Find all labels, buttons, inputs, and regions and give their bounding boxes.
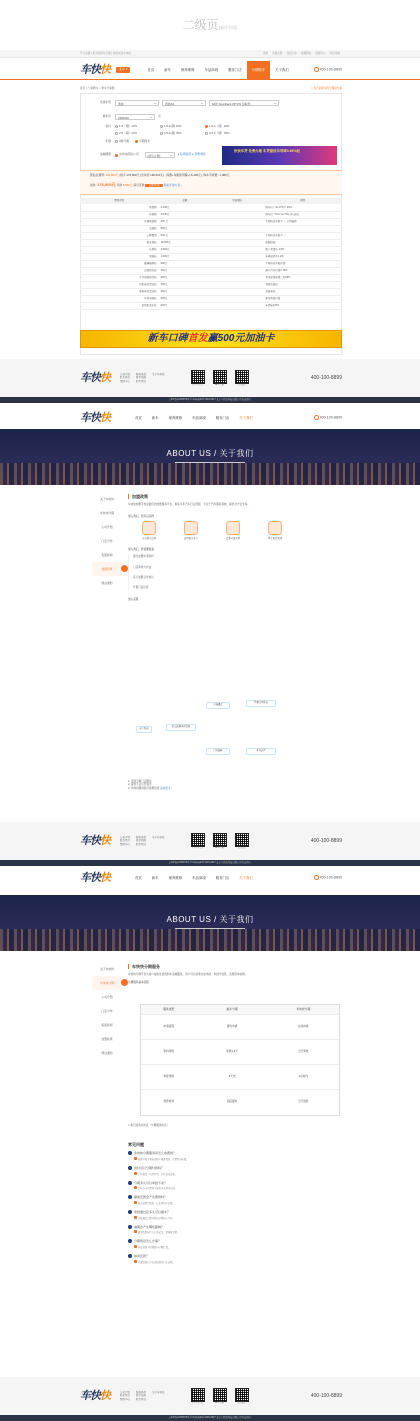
nav-maintain[interactable]: 保养维修: [180, 68, 195, 72]
question-icon: [128, 1181, 132, 1185]
fee-row: 车船税 3,000元 购车价 * 5% (1+17%) (车全险): [80, 211, 342, 218]
faq-item[interactable]: 分期利息怎么计算？ 利息按照分期期数与金额计算。: [128, 1239, 328, 1250]
about-sidebar: 关于车快快 车快快分期 公司介绍 门店分布 集团新闻 加盟政策 网站通知: [92, 492, 122, 590]
faq: 常见问题 车快快分期服务是怎么收费的？ 按照分期方案收取相应服务费用，详情咨询客服。 首付可以分期付款吗？ 首付款需一次性付清，后续按月还款。 分期多久可以审批下来？ 资料齐全的情况下最快当天即可审批。 提前还款会产生费用吗？ 提前还款需收取一定比例的手续费。 审批通过后多久可以提车？ 审批通过后即可到店办理提车手续。 逾期会产生哪些影响？ 逾期将影响个人信用记录，请按时还款。 分期利息怎么计算？ 利息按照分期期数与金额计算。 如何还款？ 可通过银行卡自动扣款或门店还款。: [128, 1142, 328, 1269]
nav-mall[interactable]: 车品商城: [204, 68, 219, 72]
price-input[interactable]: 1950000: [115, 114, 155, 120]
total-cost: 195,800元: [105, 173, 119, 177]
fee-table: 费用项目 金额 可选保险 说明 购置税 2,336元 购车价 / (1+17%) * 10% 车船税 3,000元 购车价 * 5% (1+17%) (车全险) 车辆购置税 300 元 不同地区车船不一, 示例最新 交强险 950元 上牌费用 500 元 不同地区车船不一 商业保险 18,600元 依据标准 车损险 3,984元 第三者责任 4.5% 划痕险 1,000元 车辆总损失1.2% 玻璃破碎险 600元 不同地区车船价格 自燃损失险 300元 国产汽车价格0.15% 不计免赔特约险 900元 基本险保险费之和20% 司机座位责任险 400元 驾驶员座位 乘客座位责任险 400元 乘客座位 车身划痕险 600元 新车购置价格 发动机涉水险 600元 车损险的5%: [80, 198, 342, 310]
footer-tel: 400-100-8899: [310, 374, 342, 381]
phone-icon: [314, 67, 319, 72]
brand-label: 选择车型: [99, 100, 111, 105]
flow-step: 签署合作协议: [246, 700, 276, 707]
top-bar-left: 开心加盟 | 最大的新车分期 | 欢迎来到车快快: [80, 51, 131, 55]
service-compare-table: 服务类型 租车分期 车快快分期 申请流程 提交申请 在线申请 资料审核 审核1-3天 当天审核 审批速度 3天内 1小时内 放款时间 到店提车 当天放款: [140, 1004, 340, 1116]
nav-home[interactable]: 首页: [147, 68, 155, 72]
question-icon: [128, 1210, 132, 1214]
nav-about[interactable]: 关于我们: [275, 68, 289, 72]
hotline: 400-100-8899: [314, 67, 342, 72]
hotline: 400-100-8899: [314, 415, 342, 420]
qr-code: APP下载: [209, 833, 231, 850]
fee-row: 不计免赔特约险 900元 基本险保险费之和20%: [80, 274, 342, 281]
flow-step: 客户咨询: [136, 726, 152, 733]
compare-row: 放款时间 到店提车 当天放款: [141, 1089, 339, 1114]
question-icon: [128, 1195, 132, 1199]
compare-row: 资料审核 审核1-3天 当天审核: [141, 1039, 339, 1064]
faq-item[interactable]: 逾期会产生哪些影响？ 逾期将影响个人信用记录，请按时还款。: [128, 1225, 328, 1236]
fee-row: 交强险 950元: [80, 225, 342, 232]
benefit-item: 资源全面共享: [212, 521, 254, 540]
nav-divider: [0, 79, 420, 80]
series-select[interactable]: 奥迪A3: [162, 100, 206, 106]
faq-item[interactable]: 车快快分期服务是怎么收费的？ 按照分期方案收取相应服务费用，详情咨询客服。: [128, 1151, 328, 1162]
main-nav-3: 车快快 首页 新车 保养维修 车品商城 服务门店 关于我们 400-100-8899: [80, 870, 342, 884]
register-link[interactable]: 免费注册: [272, 51, 283, 55]
down-radio[interactable]: 1-5-1(期) 15%: [160, 125, 199, 129]
cost-summary: 预估总费用: 195,800元 首付: 176,000元 (含车价 196,000元) , 保费+车船使用税+(-6,400元), 购车手续费 : 1,986元 首付: 176,000元 月供 5,890元 每月还款 立即申请 查看详细方案 ›: [80, 170, 342, 195]
nav-newcar[interactable]: 新车: [164, 68, 171, 72]
about-sidebar-2: 关于车快快 车快快分期 公司介绍 门店分布 集团新闻 加盟政策 网站通知: [92, 962, 122, 1060]
question-icon: [128, 1151, 132, 1155]
qr-code: APP下载: [209, 1388, 231, 1405]
insurance-link[interactable]: ● 险期说明 ● 保费调低: [177, 152, 206, 157]
fee-row: 划痕险 1,000元 车辆总损失1.2%: [80, 253, 342, 260]
compare-row: 申请流程 提交申请 在线申请: [141, 1014, 339, 1039]
price-label: 裸车价: [102, 114, 111, 119]
faq-item[interactable]: 审批通过后多久可以提车？ 审批通过后即可到店办理提车手续。: [128, 1210, 328, 1221]
breadcrumb-link[interactable]: □ 在已是新车的分期时代看: [311, 87, 342, 90]
page-title: 二级页(新计页面): [182, 18, 238, 32]
qr-code: 扫一扫关注: [187, 1388, 209, 1405]
benefit-item: 享受更高利润: [254, 521, 296, 540]
question-icon: [128, 1254, 132, 1258]
down-payment: 176,000元: [97, 181, 116, 187]
apply-button[interactable]: 立即申请: [145, 184, 162, 188]
top-bar: [0, 50, 420, 58]
fee-row: 自燃损失险 300元 国产汽车价格0.15%: [80, 267, 342, 274]
orders-link[interactable]: 我的订单: [286, 51, 297, 55]
phone-icon: [314, 415, 319, 420]
brand-select[interactable]: 奥迪: [115, 100, 159, 106]
fee-row: 玻璃破碎险 600元 不同地区车船价格: [80, 260, 342, 267]
answer-icon: [134, 1245, 137, 1248]
login-link[interactable]: 登录: [262, 51, 269, 55]
answer-icon: [134, 1260, 137, 1263]
join-notes: 1. 全国分期门店服务 2. 提供专业运营指导 3. 详细问题请拨打客服热线 查看更多 ›: [128, 780, 173, 790]
fee-row: 车身划痕险 600元 新车购置价格: [80, 295, 342, 302]
fee-row: 车损险 3,984元 第三者责任 4.5%: [80, 246, 342, 253]
compare-row: 审批速度 3天内 1小时内: [141, 1064, 339, 1089]
fuel-card-banner[interactable]: 新车口碑首发赢500元加油卡: [80, 330, 342, 348]
qr-code: 关注微信: [231, 833, 253, 850]
fee-row: 商业保险 18,600元 依据标准: [80, 239, 342, 246]
answer-icon: [134, 1157, 137, 1160]
question-icon: [128, 1225, 132, 1229]
favorite-link[interactable]: 收藏网站: [300, 51, 312, 55]
city-select[interactable]: 北京 ▾: [116, 67, 130, 73]
top-bar-links: [259, 52, 340, 55]
benefit-item: 获得更多客户: [170, 521, 212, 540]
flow-step: 提交加盟申请资料: [166, 724, 196, 731]
answer-icon: [134, 1230, 137, 1233]
question-icon: [128, 1166, 132, 1170]
faq-item[interactable]: 首付可以分期付款吗？ 首付款需一次性付清，后续按月还款。: [128, 1166, 328, 1177]
down-radio[interactable]: 1-5-2（期）20%: [205, 125, 244, 129]
flow-step: 门店装修: [206, 748, 230, 755]
flow-step: 审核通过: [206, 702, 230, 709]
qr-code: 扫一扫关注: [187, 833, 209, 850]
installment-content: 车快快分期服务 车快快分期平台为客户提供优质的购车金融服务，用户可以快速完成申请、审批与放款，流程简单快捷。 分期服务基本流程: [128, 964, 328, 984]
down-radio[interactable]: 3-5-1(期) 35%: [160, 132, 199, 136]
insurance-radio[interactable]: 车快快保险公司: [115, 153, 139, 157]
insurance-label: 金融期限: [99, 152, 111, 157]
footer-logo[interactable]: 车快快: [80, 370, 110, 384]
term-label: 年限: [105, 139, 111, 143]
main-nav: [80, 61, 342, 79]
term-radio[interactable]: 3期分期: [115, 140, 129, 144]
fee-row: 上牌费用 500 元 不同地区车船不一: [80, 232, 342, 239]
phone-icon: [314, 875, 319, 880]
down-radio[interactable]: 3-5-2（期）35%: [205, 132, 244, 136]
monthly-payment: 5,890元: [122, 182, 133, 187]
term-radio[interactable]: 分期两年: [135, 140, 150, 144]
fee-row: 司机座位责任险 400元 驾驶员座位: [80, 281, 342, 288]
flow-step: 开业运营: [246, 748, 276, 755]
footer-3: 车快快 公司介绍 联系我们 帮助中心 服务条款 新手指南 联系我们 关于车快快 扫一扫关注 APP下载 关注微信 400-100-8899: [0, 1377, 420, 1415]
loan-calculator: 选择车型 奥迪 奥迪A3 18款 Sportback 35TFSI 进取型 裸车价 1950000 元 首付 1-5（期）12% 1-5-1(期) 15% 1-5-2（期）20% 2-5（期）25% 3-5-1(期) 35% 3-5-2（期）35% 年限 3期分期 分期两年 金融期限 车快快保险公司 [按年计费] ● 险期说明 ● 保费调低: [80, 93, 342, 355]
fee-row: 车辆购置税 300 元 不同地区车船不一, 示例最新: [80, 218, 342, 225]
copyright: 京ICP备12345678号 © Copyright© 2015-2017 北京车快快科技有限公司 版权所有: [0, 397, 420, 403]
answer-icon: [134, 1216, 137, 1219]
fee-row: 乘客座位责任险 400元 乘客座位: [80, 288, 342, 295]
qr-code: 关注微信: [231, 1388, 253, 1405]
nav-installment[interactable]: 分期购车: [247, 61, 271, 79]
service-link[interactable]: 客服中心: [315, 51, 326, 55]
footer-2: 车快快 公司介绍 联系我们 帮助中心 服务条款 新手指南 联系我们 关于车快快 扫一扫关注 APP下载 关注微信 400-100-8899: [0, 822, 420, 860]
logo[interactable]: 车快快: [80, 410, 110, 424]
about-hero-2: ABOUT US / 关于我们: [0, 895, 420, 951]
agree-line[interactable]: □ 我已阅读并同意《分期服务协议》: [128, 1124, 170, 1127]
down-radio[interactable]: 1-5（期）12%: [115, 125, 154, 129]
answer-icon: [134, 1172, 137, 1175]
footer: 车快快 公司介绍 联系我们 帮助中心 服务条款 新手指南 联系我们 关于车快快 扫一扫关注 APP下载 关注微信 400-100-8899: [0, 359, 420, 397]
faq-item[interactable]: 提前还款会产生费用吗？ 提前还款需收取一定比例的手续费。: [128, 1195, 328, 1206]
answer-icon: [134, 1201, 137, 1204]
insurance-select[interactable]: [按年计费]: [145, 152, 175, 158]
about-hero: ABOUT US / 关于我们: [0, 429, 420, 485]
benefit-item: 门店独立运营: [128, 521, 170, 540]
model-select[interactable]: 18款 Sportback 35TFSI 进取型: [209, 100, 279, 106]
breadcrumb: 首页 > 分期购车 > 购车计算器 □ 在已是新车的分期时代看: [80, 87, 342, 90]
faq-item[interactable]: 分期多久可以审批下来？ 资料齐全的情况下最快当天即可审批。: [128, 1181, 328, 1192]
qr-code: 关注微信: [231, 370, 253, 387]
down-radio[interactable]: 2-5（期）25%: [115, 132, 154, 136]
qr-code: APP下载: [209, 370, 231, 387]
answer-icon: [134, 1186, 137, 1189]
faq-item[interactable]: 如何还款？ 可通过银行卡自动扣款或门店还款。: [128, 1254, 328, 1265]
fee-row: 发动机涉水险 600元 车损险的5%: [80, 302, 342, 309]
logo[interactable]: 车快快: [80, 62, 110, 76]
promo-banner[interactable]: 快快车贷 免费办理 车贷最低年利率0.69%起: [222, 146, 337, 165]
question-icon: [128, 1239, 132, 1243]
nav-stores[interactable]: 服务门店: [228, 68, 242, 72]
down-label: 首付: [105, 124, 111, 128]
main-nav-2: 车快快 首页 新车 保养维修 车品商城 服务门店 关于我们 400-100-8899: [80, 410, 342, 424]
fee-row: 购置税 2,336元 购车价 / (1+17%) * 10%: [80, 204, 342, 211]
qr-code: 扫一扫关注: [187, 370, 209, 387]
sitemap-link[interactable]: 网站导航: [329, 51, 340, 55]
join-content: 加盟政策 车快快加盟平台是最佳的加盟服务平台，拥有多年汽车行业经验，专注于汽车服务领域，提供全方位支持。 加入我们，您可以获得 门店独立运营 获得更多客户 资源全面共享 享受更高利润 加入我们，您需要准备 提交加盟申请资料 门店审核与评估 签订加盟合作协议 开展门店运营 加入流程: [128, 494, 328, 601]
detail-link[interactable]: 查看详细方案 ›: [163, 182, 182, 187]
